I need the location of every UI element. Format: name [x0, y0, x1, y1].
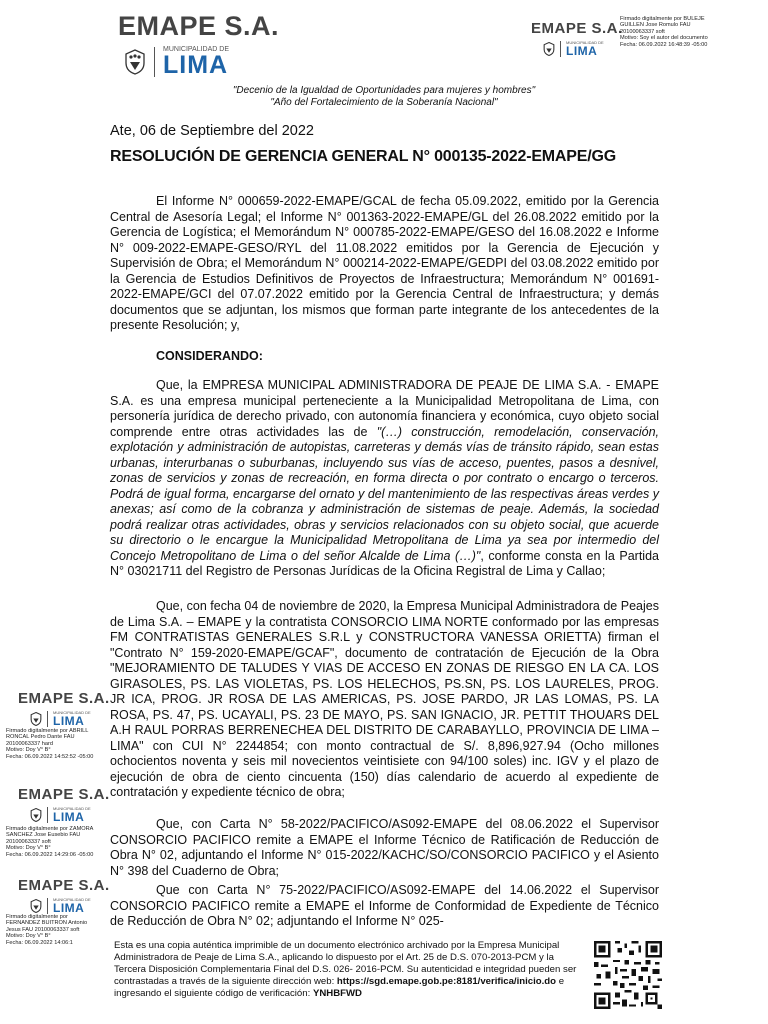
signature-side-2 [6, 826, 118, 858]
brand-name: EMAPE S.A. [531, 20, 623, 37]
signature-stamp-logo [18, 786, 110, 823]
paragraph-text: Que, la EMPRESA MUNICIPAL ADMINISTRADORA DE PEAJE DE LIMA S.A. - EMAPE S.A. es una empresa municipal perteneciente a la Municipalidad Metropolitana de Lima, con personería jurídica de derecho privado, con autonomía financiera y económica, cuyo objeto social comprende entre otras actividades las de [110, 378, 659, 439]
signature-top-right [620, 16, 760, 48]
signature-line: Fecha: 06.09.2022 14:29:06 -05:00 [6, 851, 94, 858]
resolution-title: RESOLUCIÓN DE GERENCIA GENERAL N° 000135-2022-EMAPE/GG [110, 148, 616, 165]
signature-line: Jesus FAU 20100063337 soft [6, 926, 80, 933]
signature-line: SANCHEZ Jose Eusebio FAU [6, 832, 81, 839]
signature-line: 20100063337 soft [620, 28, 665, 35]
emape-logo [118, 10, 280, 79]
signature-line: Firmado digitalmente por ZAMORA [6, 826, 94, 832]
paragraph-text: , conforme consta en la Partida N° 03021711 del Registro de Personas Jurídicas de la Oficina Registral de Lima y Callao; [110, 548, 659, 578]
municipality-label: MUNICIPALIDAD DE [53, 806, 91, 811]
paragraph-contract: Que, con fecha 04 de noviembre de 2020, la Empresa Municipal Administradora de Peajes de Lima S.A. – EMAPE y la contratista CONSORCIO LIMA NORTE conformado por las empresas FM CONTRATISTAS GENERALES S.R.L y CONSTRUCTORA VANESSA ORIETTA) firman el "Contrato N° 159-2020-EMAPE/GCAF", documento de contratación de Ejecución de la Obra "MEJORAMIENTO DE TALUDES Y VIAS DE ACCESO EN ZONAS DE RIESGO EN LA CA. LOS GIRASOLES, PS. LAS VIOLETAS, PS. LOS HELECHOS, PS.SN, PS. LOS LAURELES, PROG. JR ICA, PROG. JR ROSA DE LAS AMERICAS, PS. JOSE PARDO, JR LAS LOMAS, PS. LA ROSA, PS. 47, PS. UCAYALI, PS. 23 DE MAYO, PS. SAN IGNACIO, JR. PETTIT THOUARS DEL A.H RAUL PORRAS BERRENECHEA DEL DISTRITO DE CARABAYLLO, PROVINCIA DE LIMA – LIMA" con CUI N° 2244854; con monto contractual de S/. 8,896,927.94 (Ocho millones ochocientos noventa y seis mil novecientos veintisiete con 94/100 soles) inc. IGV y el plazo de ejecución de obra de ciento cincuenta (150) días calendario de acuerdo al expediente de contratación y expediente técnico de obra; [110, 599, 659, 799]
municipality-name: LIMA [53, 714, 85, 728]
signature-line: RONCAL Pedro Dante FAU [6, 734, 75, 741]
lima-coat-of-arms-icon [124, 49, 146, 75]
paragraph-carta-58: Que, con Carta N° 58-2022/PACIFICO/AS092-EMAPE del 08.06.2022 el Supervisor CONSORCIO PACIFICO remite a EMAPE el Informe Técnico de Ratificación de Reducción de Obra N° 02, adjuntando el Informe N° 015-2022/KACHC/SO/CONSORCIO PACIFICO y el Asiento N° 398 del Cuaderno de Obra; [110, 817, 659, 878]
lima-coat-of-arms-icon [543, 42, 555, 56]
authenticity-footer [114, 940, 584, 1000]
signature-stamp-logo [531, 20, 621, 57]
municipality-name: LIMA [566, 44, 598, 58]
document-date: Ate, 06 de Septiembre del 2022 [110, 123, 314, 139]
signature-side-1 [6, 728, 118, 760]
signature-line: Firmado digitalmente por [6, 914, 68, 920]
signature-line: Firmado digitalmente por BULEJE [620, 16, 705, 22]
signature-line: Motivo: Doy V° B° [6, 747, 51, 754]
municipality-label: MUNICIPALIDAD DE [53, 897, 91, 902]
footer-text: e ingresando el siguiente código de verificación: [114, 976, 565, 999]
signature-line: 20100063337 soft [6, 838, 51, 845]
quoted-social-object: "(…) construcción, remodelación, conservación, explotación y administración de autopistas, carreteras y demás vías de tránsito rápido, sean estas urbanas, interurbanas o suburbanas, incluyendo sus vías de acceso, puentes, pasos a desnivel, zonas de servicios y zonas de recreación, en forma directa o por contrato o encargo o terceros. Podrá de igual forma, encargarse del ornato y del mantenimiento de las respectivas áreas verdes y anexas; así como de la cobranza y administración de sistemas de peaje. Además, la sociedad podrá realizar otras actividades, obras y servicios relacionados con su objeto social, que acuerde su directorio o le encargue la Municipalidad Metropolitana de Lima ya sea por intermedio del Concejo Metropolitano de Lima o del señor Alcalde de Lima (…)" [110, 424, 660, 563]
signature-line: Fecha: 06.09.2022 14:52:52 -05:00 [6, 753, 94, 760]
signature-line: Motivo: Doy V° B° [6, 933, 51, 940]
signature-line: Fecha: 06.09.2022 14:06:1 [6, 939, 73, 946]
decade-motto: "Decenio de la Igualdad de Oportunidades para mujeres y hombres" [232, 85, 536, 96]
intro-paragraph: El Informe N° 000659-2022-EMAPE/GCAL de fecha 05.09.2022, emitido por la Gerencia Central de Asesoría Legal; el Informe N° 001363-2022-EMAPE/GL del 26.08.2022 emitido por la Gerencia de Logística; el Memorándum N° 000785-2022-EMAPE/GESO del 16.08.2022 e Informe N° 009-2022-EMAPE-GESO/RYL del 11.08.2022 emitidos por la Gerencia de Ejecución y Supervisión de Obra; el Memorándum N° 000214-2022-EMAPE/GEDPI del 03.08.2022 emitido por la Gerencia de Estudios Definitivos de Proyectos de Infraestructura; Memorándum N° 001691-2022-EMAPE/GCI del 07.07.2022 emitido por la Gerencia Central de Infraestructura; y demás documentos que se adjuntan, los mismos que forman parte integrante de los antecedentes de la presente Resolución; y, [110, 194, 659, 332]
signature-stamp-logo [18, 877, 110, 914]
brand-name: EMAPE S.A. [18, 690, 110, 707]
municipality-label: MUNICIPALIDAD DE [53, 710, 91, 715]
brand-name: EMAPE S.A. [18, 786, 110, 803]
signature-line: FERNANDEZ BUITRON Antonio [6, 920, 88, 927]
municipality-name: LIMA [53, 810, 85, 824]
considerando-heading: CONSIDERANDO: [156, 349, 263, 363]
brand-name: EMAPE S.A. [118, 11, 280, 41]
footer-text: Esta es una copia auténtica imprimible de un documento electrónico archivado por la Empresa Municipal Administradora de Peaje de Lima S.A., aplicando lo dispuesto por el Art. 25 de D.S. 070-2013-PCM y la Tercera Disposición Complementaria Final del D.S. 026- 2016-PCM. Su autenticidad e integridad pueden ser contrastadas a través de la siguiente dirección web: [114, 940, 577, 987]
municipality-label: MUNICIPALIDAD DE [566, 40, 604, 45]
signature-line: 20100063337 hard [6, 740, 53, 747]
paragraph-emape-object [110, 378, 659, 580]
municipality-label: MUNICIPALIDAD DE [163, 46, 229, 53]
municipality-name: LIMA [163, 51, 229, 79]
paragraph-carta-75: Que con Carta N° 75-2022/PACIFICO/AS092-EMAPE del 14.06.2022 el Supervisor CONSORCIO PACIFICO remite a EMAPE el Informe de Conformidad de Expediente de Técnico de Reducción de Obra N° 02; adjuntando el Informe N° 025- [110, 883, 659, 928]
signature-line: Motivo: Doy V° B° [6, 845, 51, 852]
lima-coat-of-arms-icon [30, 712, 42, 726]
municipality-name: LIMA [53, 901, 85, 915]
signature-line: Firmado digitalmente por ABRILL [6, 728, 89, 734]
signature-line: GUILLEN Jose Romulo FAU [620, 22, 691, 29]
qr-code-icon [594, 941, 662, 1009]
verification-url[interactable]: https://sgd.emape.gob.pe:8181/verifica/inicio.do [336, 976, 557, 987]
lima-coat-of-arms-icon [30, 899, 42, 913]
signature-stamp-logo [18, 690, 110, 727]
signature-line: Motivo: Soy el autor del documento [620, 35, 708, 42]
verification-code: YNHBFWD [312, 988, 362, 999]
lima-coat-of-arms-icon [30, 808, 42, 822]
signature-line: Fecha: 06.09.2022 16:48:39 -05:00 [620, 41, 708, 48]
year-motto: "Año del Fortalecimiento de la Soberanía Nacional" [270, 97, 498, 108]
brand-name: EMAPE S.A. [18, 877, 110, 894]
signature-side-3 [6, 914, 118, 946]
